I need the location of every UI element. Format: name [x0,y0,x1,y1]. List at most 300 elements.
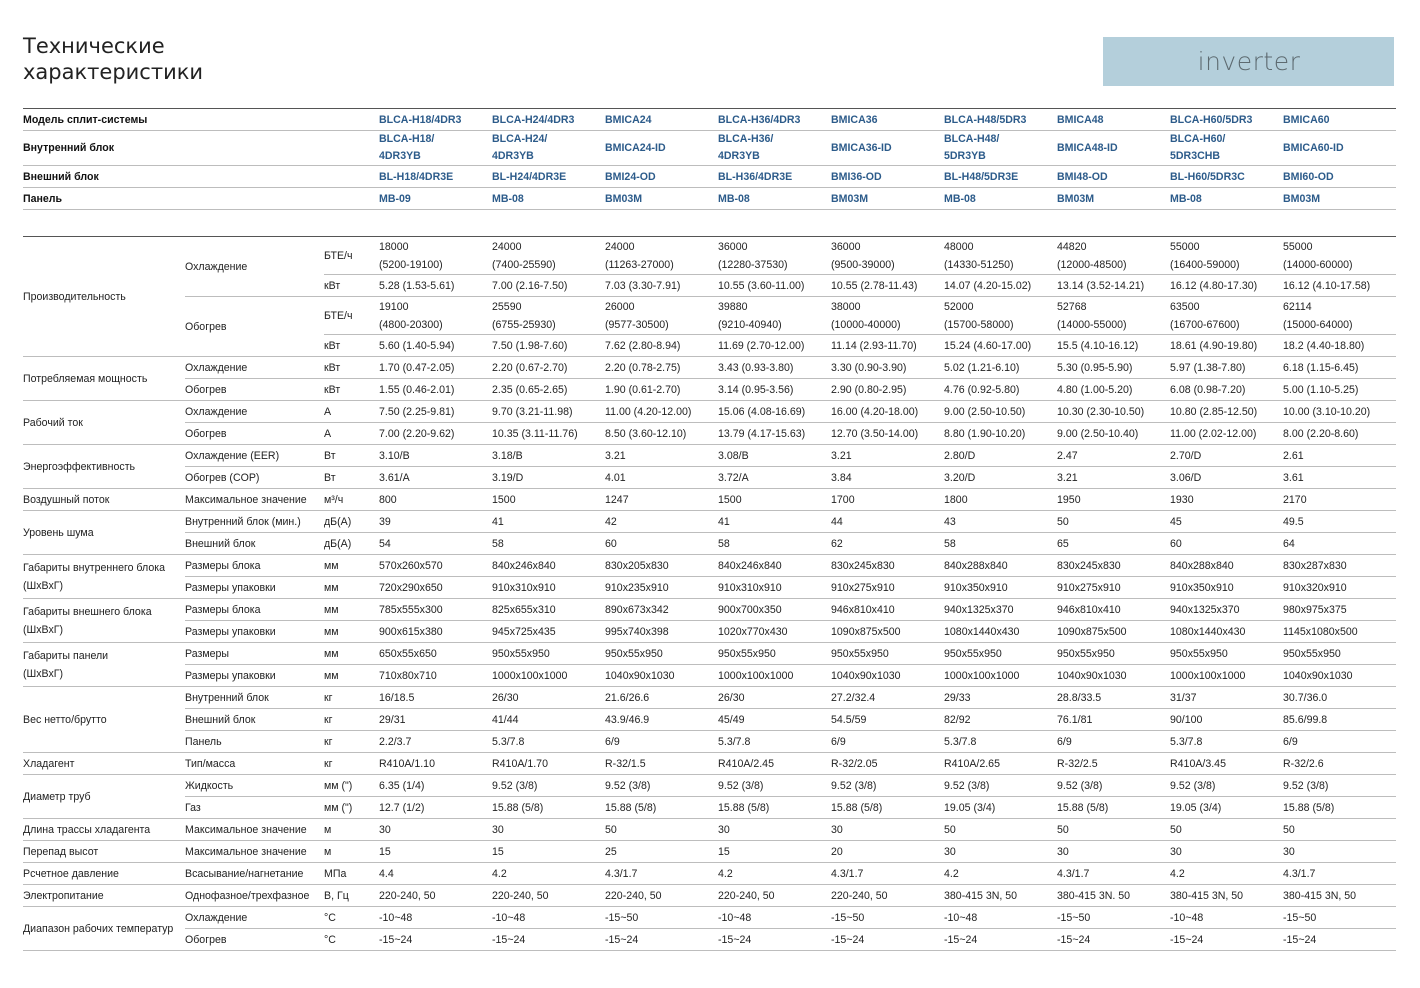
value-cell: 62114 (15000-64000) [1283,297,1396,335]
value-cell: 25590 (6755-25930) [492,297,605,335]
value-cell: 6/9 [831,731,944,753]
value-cell: 940x1325x370 [1170,599,1283,621]
value-cell: 9.52 (3/8) [1170,775,1283,797]
value-cell: 3.30 (0.90-3.90) [831,357,944,379]
value-cell: 31/37 [1170,687,1283,709]
value-cell: 8.80 (1.90-10.20) [944,423,1057,445]
value-cell: 3.21 [831,445,944,467]
spec-row [23,297,1396,335]
value-cell: 1247 [605,489,718,511]
sub-label: Внешний блок [185,709,324,731]
model-cell: BMICA36 [831,109,944,131]
value-cell: 1000x100x1000 [718,665,831,687]
sub-label: Обогрев [185,423,324,445]
value-cell: -10~48 [379,907,492,929]
value-cell: 6/9 [1283,731,1396,753]
unit-label: А [324,423,379,445]
value-cell: 54.5/59 [831,709,944,731]
value-cell: 58 [492,533,605,555]
value-cell: 19.05 (3/4) [1170,797,1283,819]
value-cell: 830x287x830 [1283,555,1396,577]
unit-label: °С [324,907,379,929]
value-cell: 50 [1170,819,1283,841]
value-cell: 25 [605,841,718,863]
value-cell: 6.08 (0.98-7.20) [1170,379,1283,401]
value-cell: 29/33 [944,687,1057,709]
sub-label: Размеры [185,643,324,665]
inverter-badge [1103,37,1394,86]
value-cell: 3.18/B [492,445,605,467]
value-cell: 30 [1057,841,1170,863]
value-cell: 9.52 (3/8) [831,775,944,797]
header-row [23,188,1396,210]
unit-label: м [324,841,379,863]
value-cell: 8.50 (3.60-12.10) [605,423,718,445]
unit-label: кг [324,709,379,731]
model-cell: BMI60-OD [1283,166,1396,188]
unit-label: мм [324,665,379,687]
value-cell: 910x350x910 [1170,577,1283,599]
value-cell: 900x700x350 [718,599,831,621]
value-cell: 5.97 (1.38-7.80) [1170,357,1283,379]
value-cell: 15.88 (5/8) [831,797,944,819]
unit-label: кВт [324,335,379,357]
value-cell: R410A/1.70 [492,753,605,775]
value-cell: 12.7 (1/2) [379,797,492,819]
value-cell: 4.3/1.7 [1057,863,1170,885]
value-cell: 16.12 (4.80-17.30) [1170,275,1283,297]
value-cell: 13.79 (4.17-15.63) [718,423,831,445]
value-cell: 2.61 [1283,445,1396,467]
inverter-badge-label: inverter [1197,47,1301,76]
value-cell: 15.06 (4.08-16.69) [718,401,831,423]
value-cell: 18.61 (4.90-19.80) [1170,335,1283,357]
sub-label: Обогрев [185,297,324,357]
group-label: Воздушный поток [23,489,185,511]
value-cell: -15~24 [1057,929,1170,951]
unit-label: кг [324,731,379,753]
value-cell: 1000x100x1000 [1170,665,1283,687]
value-cell: 380-415 3N. 50 [1057,885,1170,907]
spec-table [23,108,1396,951]
unit-label: МПа [324,863,379,885]
spec-row [23,885,1396,907]
value-cell: 1700 [831,489,944,511]
model-cell: BMICA60-ID [1283,131,1396,166]
spec-row [23,709,1396,731]
spec-row [23,511,1396,533]
value-cell: 3.06/D [1170,467,1283,489]
value-cell: 3.61 [1283,467,1396,489]
value-cell: 38000 (10000-40000) [831,297,944,335]
value-cell: 910x350x910 [944,577,1057,599]
unit-label: кВт [324,357,379,379]
sub-label: Размеры упаковки [185,577,324,599]
value-cell: 15.88 (5/8) [718,797,831,819]
value-cell: 50 [1057,511,1170,533]
value-cell: 18.2 (4.40-18.80) [1283,335,1396,357]
value-cell: 1.90 (0.61-2.70) [605,379,718,401]
value-cell: 220-240, 50 [605,885,718,907]
value-cell: 6.18 (1.15-6.45) [1283,357,1396,379]
value-cell: 30 [944,841,1057,863]
model-cell: BMICA24-ID [605,131,718,166]
sub-label: Обогрев [185,929,324,951]
value-cell: 950x55x950 [718,643,831,665]
value-cell: 710x80x710 [379,665,492,687]
sub-label: Охлаждение (EER) [185,445,324,467]
value-cell: -15~24 [718,929,831,951]
value-cell: 220-240, 50 [718,885,831,907]
group-label: Перепад высот [23,841,185,863]
value-cell: 950x55x950 [1057,643,1170,665]
value-cell: 4.01 [605,467,718,489]
spec-row [23,489,1396,511]
value-cell: 19100 (4800-20300) [379,297,492,335]
value-cell: 1040x90x1030 [831,665,944,687]
value-cell: 39 [379,511,492,533]
spec-row [23,379,1396,401]
value-cell: 995x740x398 [605,621,718,643]
value-cell: 4.2 [1170,863,1283,885]
value-cell: 1.55 (0.46-2.01) [379,379,492,401]
model-cell: BL-H36/4DR3E [718,166,831,188]
value-cell: 950x55x950 [492,643,605,665]
value-cell: 16.12 (4.10-17.58) [1283,275,1396,297]
group-label: Габариты внешнего блока (ШхВхГ) [23,599,185,643]
value-cell: 950x55x950 [944,643,1057,665]
value-cell: 950x55x950 [1170,643,1283,665]
value-cell: 9.52 (3/8) [944,775,1057,797]
value-cell: 43 [944,511,1057,533]
value-cell: 3.43 (0.93-3.80) [718,357,831,379]
sub-label: Максимальное значение [185,489,324,511]
model-cell: BMICA48-ID [1057,131,1170,166]
unit-label: мм [324,599,379,621]
value-cell: 910x320x910 [1283,577,1396,599]
value-cell: 50 [1057,819,1170,841]
value-cell: 19.05 (3/4) [944,797,1057,819]
model-cell: MB-08 [944,188,1057,210]
value-cell: 10.00 (3.10-10.20) [1283,401,1396,423]
value-cell: 830x245x830 [1057,555,1170,577]
model-cell: BMI24-OD [605,166,718,188]
value-cell: -15~24 [831,929,944,951]
value-cell: 980x975x375 [1283,599,1396,621]
value-cell: 9.52 (3/8) [1283,775,1396,797]
value-cell: 10.80 (2.85-12.50) [1170,401,1283,423]
value-cell: R410A/2.65 [944,753,1057,775]
header-row-label: Внешний блок [23,166,379,188]
value-cell: 4.80 (1.00-5.20) [1057,379,1170,401]
model-cell: BLCA-H24/4DR3 [492,109,605,131]
model-cell: BMI36-OD [831,166,944,188]
spec-row [23,237,1396,275]
value-cell: 220-240, 50 [831,885,944,907]
value-cell: 1040x90x1030 [1057,665,1170,687]
value-cell: 16.00 (4.20-18.00) [831,401,944,423]
unit-label: кг [324,687,379,709]
value-cell: 15 [492,841,605,863]
sub-label: Тип/масса [185,753,324,775]
value-cell: 3.10/B [379,445,492,467]
model-cell: BM03M [605,188,718,210]
value-cell: 1000x100x1000 [944,665,1057,687]
value-cell: 43.9/46.9 [605,709,718,731]
value-cell: 36000 (9500-39000) [831,237,944,275]
value-cell: -15~24 [379,929,492,951]
value-cell: 380-415 3N, 50 [944,885,1057,907]
value-cell: 11.69 (2.70-12.00) [718,335,831,357]
sub-label: Охлаждение [185,401,324,423]
unit-label: БТЕ/ч [324,297,379,335]
model-cell: BMICA36-ID [831,131,944,166]
model-cell: BM03M [1057,188,1170,210]
separator-cell [23,210,1396,237]
sub-label: Охлаждение [185,907,324,929]
header-row-label: Панель [23,188,379,210]
group-label: Хладагент [23,753,185,775]
value-cell: 45 [1170,511,1283,533]
value-cell: 4.2 [944,863,1057,885]
unit-label: Вт [324,445,379,467]
value-cell: R-32/2.6 [1283,753,1396,775]
group-label: Производительность [23,237,185,357]
model-cell: BLCA-H24/ 4DR3YB [492,131,605,166]
sub-label: Охлаждение [185,357,324,379]
value-cell: -10~48 [944,907,1057,929]
sub-label: Размеры упаковки [185,621,324,643]
value-cell: 10.35 (3.11-11.76) [492,423,605,445]
value-cell: 41 [718,511,831,533]
value-cell: 3.21 [1057,467,1170,489]
value-cell: -15~50 [831,907,944,929]
sub-label: Размеры блока [185,555,324,577]
sub-label: Обогрев [185,379,324,401]
value-cell: 30 [1170,841,1283,863]
value-cell: 15.88 (5/8) [1283,797,1396,819]
value-cell: 14.07 (4.20-15.02) [944,275,1057,297]
value-cell: 830x205x830 [605,555,718,577]
value-cell: -10~48 [718,907,831,929]
value-cell: 10.55 (2.78-11.43) [831,275,944,297]
value-cell: 85.6/99.8 [1283,709,1396,731]
group-label: Диаметр труб [23,775,185,819]
value-cell: 950x55x950 [605,643,718,665]
header-row [23,109,1396,131]
value-cell: 15.5 (4.10-16.12) [1057,335,1170,357]
value-cell: 9.00 (2.50-10.50) [944,401,1057,423]
value-cell: 785x555x300 [379,599,492,621]
model-cell: BLCA-H36/4DR3 [718,109,831,131]
model-cell: BLCA-H18/4DR3 [379,109,492,131]
value-cell: 7.62 (2.80-8.94) [605,335,718,357]
value-cell: -15~24 [605,929,718,951]
value-cell: 41/44 [492,709,605,731]
model-cell: MB-08 [1170,188,1283,210]
value-cell: 13.14 (3.52-14.21) [1057,275,1170,297]
model-cell: BMICA48 [1057,109,1170,131]
value-cell: 58 [718,533,831,555]
value-cell: 1930 [1170,489,1283,511]
value-cell: 910x235x910 [605,577,718,599]
value-cell: 5.3/7.8 [944,731,1057,753]
value-cell: 54 [379,533,492,555]
model-cell: BMI48-OD [1057,166,1170,188]
value-cell: 3.72/A [718,467,831,489]
value-cell: 720x290x650 [379,577,492,599]
header-row [23,166,1396,188]
value-cell: 4.3/1.7 [831,863,944,885]
value-cell: 7.50 (1.98-7.60) [492,335,605,357]
value-cell: 840x246x840 [492,555,605,577]
spec-table-body [23,109,1396,951]
value-cell: 26/30 [492,687,605,709]
value-cell: 910x310x910 [718,577,831,599]
value-cell: 48000 (14330-51250) [944,237,1057,275]
value-cell: 9.00 (2.50-10.40) [1057,423,1170,445]
page-title-line2: характеристики [23,60,204,84]
value-cell: 890x673x342 [605,599,718,621]
value-cell: -15~50 [1283,907,1396,929]
value-cell: 8.00 (2.20-8.60) [1283,423,1396,445]
value-cell: 5.28 (1.53-5.61) [379,275,492,297]
value-cell: 44 [831,511,944,533]
spec-row [23,577,1396,599]
value-cell: 15.88 (5/8) [605,797,718,819]
value-cell: 10.30 (2.30-10.50) [1057,401,1170,423]
value-cell: 1500 [718,489,831,511]
unit-label: м³/ч [324,489,379,511]
group-label: Рабочий ток [23,401,185,445]
value-cell: 30 [718,819,831,841]
value-cell: 52768 (14000-55000) [1057,297,1170,335]
value-cell: 940x1325x370 [944,599,1057,621]
model-cell: BLCA-H60/ 5DR3CHB [1170,131,1283,166]
unit-label: мм [324,643,379,665]
value-cell: -15~24 [492,929,605,951]
unit-label: кВт [324,275,379,297]
value-cell: 3.21 [605,445,718,467]
value-cell: 60 [1170,533,1283,555]
group-label: Диапазон рабочих температур [23,907,185,951]
group-label: Габариты панели (ШхВхГ) [23,643,185,687]
unit-label: мм (") [324,797,379,819]
unit-label: А [324,401,379,423]
unit-label: мм [324,621,379,643]
model-cell: BL-H24/4DR3E [492,166,605,188]
value-cell: 52000 (15700-58000) [944,297,1057,335]
value-cell: 1040x90x1030 [605,665,718,687]
value-cell: 380-415 3N, 50 [1170,885,1283,907]
unit-label: дБ(А) [324,533,379,555]
unit-label: дБ(А) [324,511,379,533]
value-cell: 1090x875x500 [831,621,944,643]
value-cell: 20 [831,841,944,863]
value-cell: 15 [379,841,492,863]
value-cell: -10~48 [492,907,605,929]
value-cell: R410A/3.45 [1170,753,1283,775]
spec-row [23,467,1396,489]
value-cell: 946x810x410 [1057,599,1170,621]
value-cell: 11.00 (4.20-12.00) [605,401,718,423]
value-cell: 4.4 [379,863,492,885]
header-row-label: Внутренний блок [23,131,379,166]
value-cell: 4.2 [718,863,831,885]
value-cell: 5.3/7.8 [718,731,831,753]
value-cell: 16/18.5 [379,687,492,709]
spec-row [23,841,1396,863]
spec-row [23,599,1396,621]
separator-row [23,210,1396,237]
unit-label: кВт [324,379,379,401]
model-cell: BM03M [831,188,944,210]
unit-label: мм [324,555,379,577]
unit-label: °С [324,929,379,951]
value-cell: 39880 (9210-40940) [718,297,831,335]
value-cell: 220-240, 50 [492,885,605,907]
spec-row [23,401,1396,423]
page-title [23,33,203,85]
value-cell: 5.02 (1.21-6.10) [944,357,1057,379]
value-cell: 2.80/D [944,445,1057,467]
value-cell: 11.14 (2.93-11.70) [831,335,944,357]
model-cell: BMICA24 [605,109,718,131]
group-label: Уровень шума [23,511,185,555]
sub-label: Охлаждение [185,237,324,297]
model-cell: BLCA-H18/ 4DR3YB [379,131,492,166]
value-cell: 26/30 [718,687,831,709]
model-cell: BM03M [1283,188,1396,210]
value-cell: 3.20/D [944,467,1057,489]
group-label: Длина трассы хладагента [23,819,185,841]
value-cell: 5.60 (1.40-5.94) [379,335,492,357]
value-cell: 7.00 (2.20-9.62) [379,423,492,445]
value-cell: 7.03 (3.30-7.91) [605,275,718,297]
value-cell: R-32/2.05 [831,753,944,775]
unit-label: мм (") [324,775,379,797]
value-cell: 24000 (11263-27000) [605,237,718,275]
model-cell: BLCA-H36/ 4DR3YB [718,131,831,166]
value-cell: 1950 [1057,489,1170,511]
value-cell: 28.8/33.5 [1057,687,1170,709]
sub-label: Однофазное/трехфазное [185,885,324,907]
sub-label: Всасывание/нагнетание [185,863,324,885]
value-cell: 2.35 (0.65-2.65) [492,379,605,401]
value-cell: 7.00 (2.16-7.50) [492,275,605,297]
value-cell: 650x55x650 [379,643,492,665]
value-cell: 15.24 (4.60-17.00) [944,335,1057,357]
model-cell: MB-08 [718,188,831,210]
header-row-label: Модель сплит-системы [23,109,379,131]
value-cell: 60 [605,533,718,555]
value-cell: 1145x1080x500 [1283,621,1396,643]
value-cell: 840x288x840 [1170,555,1283,577]
value-cell: 825x655x310 [492,599,605,621]
value-cell: 15 [718,841,831,863]
value-cell: 10.55 (3.60-11.00) [718,275,831,297]
spec-row [23,423,1396,445]
value-cell: 49.5 [1283,511,1396,533]
value-cell: 55000 (16400-59000) [1170,237,1283,275]
value-cell: 1080x1440x430 [1170,621,1283,643]
spec-row [23,731,1396,753]
value-cell: 9.70 (3.21-11.98) [492,401,605,423]
spec-row [23,907,1396,929]
sub-label: Внутренний блок [185,687,324,709]
value-cell: 910x275x910 [1057,577,1170,599]
sub-label: Максимальное значение [185,819,324,841]
